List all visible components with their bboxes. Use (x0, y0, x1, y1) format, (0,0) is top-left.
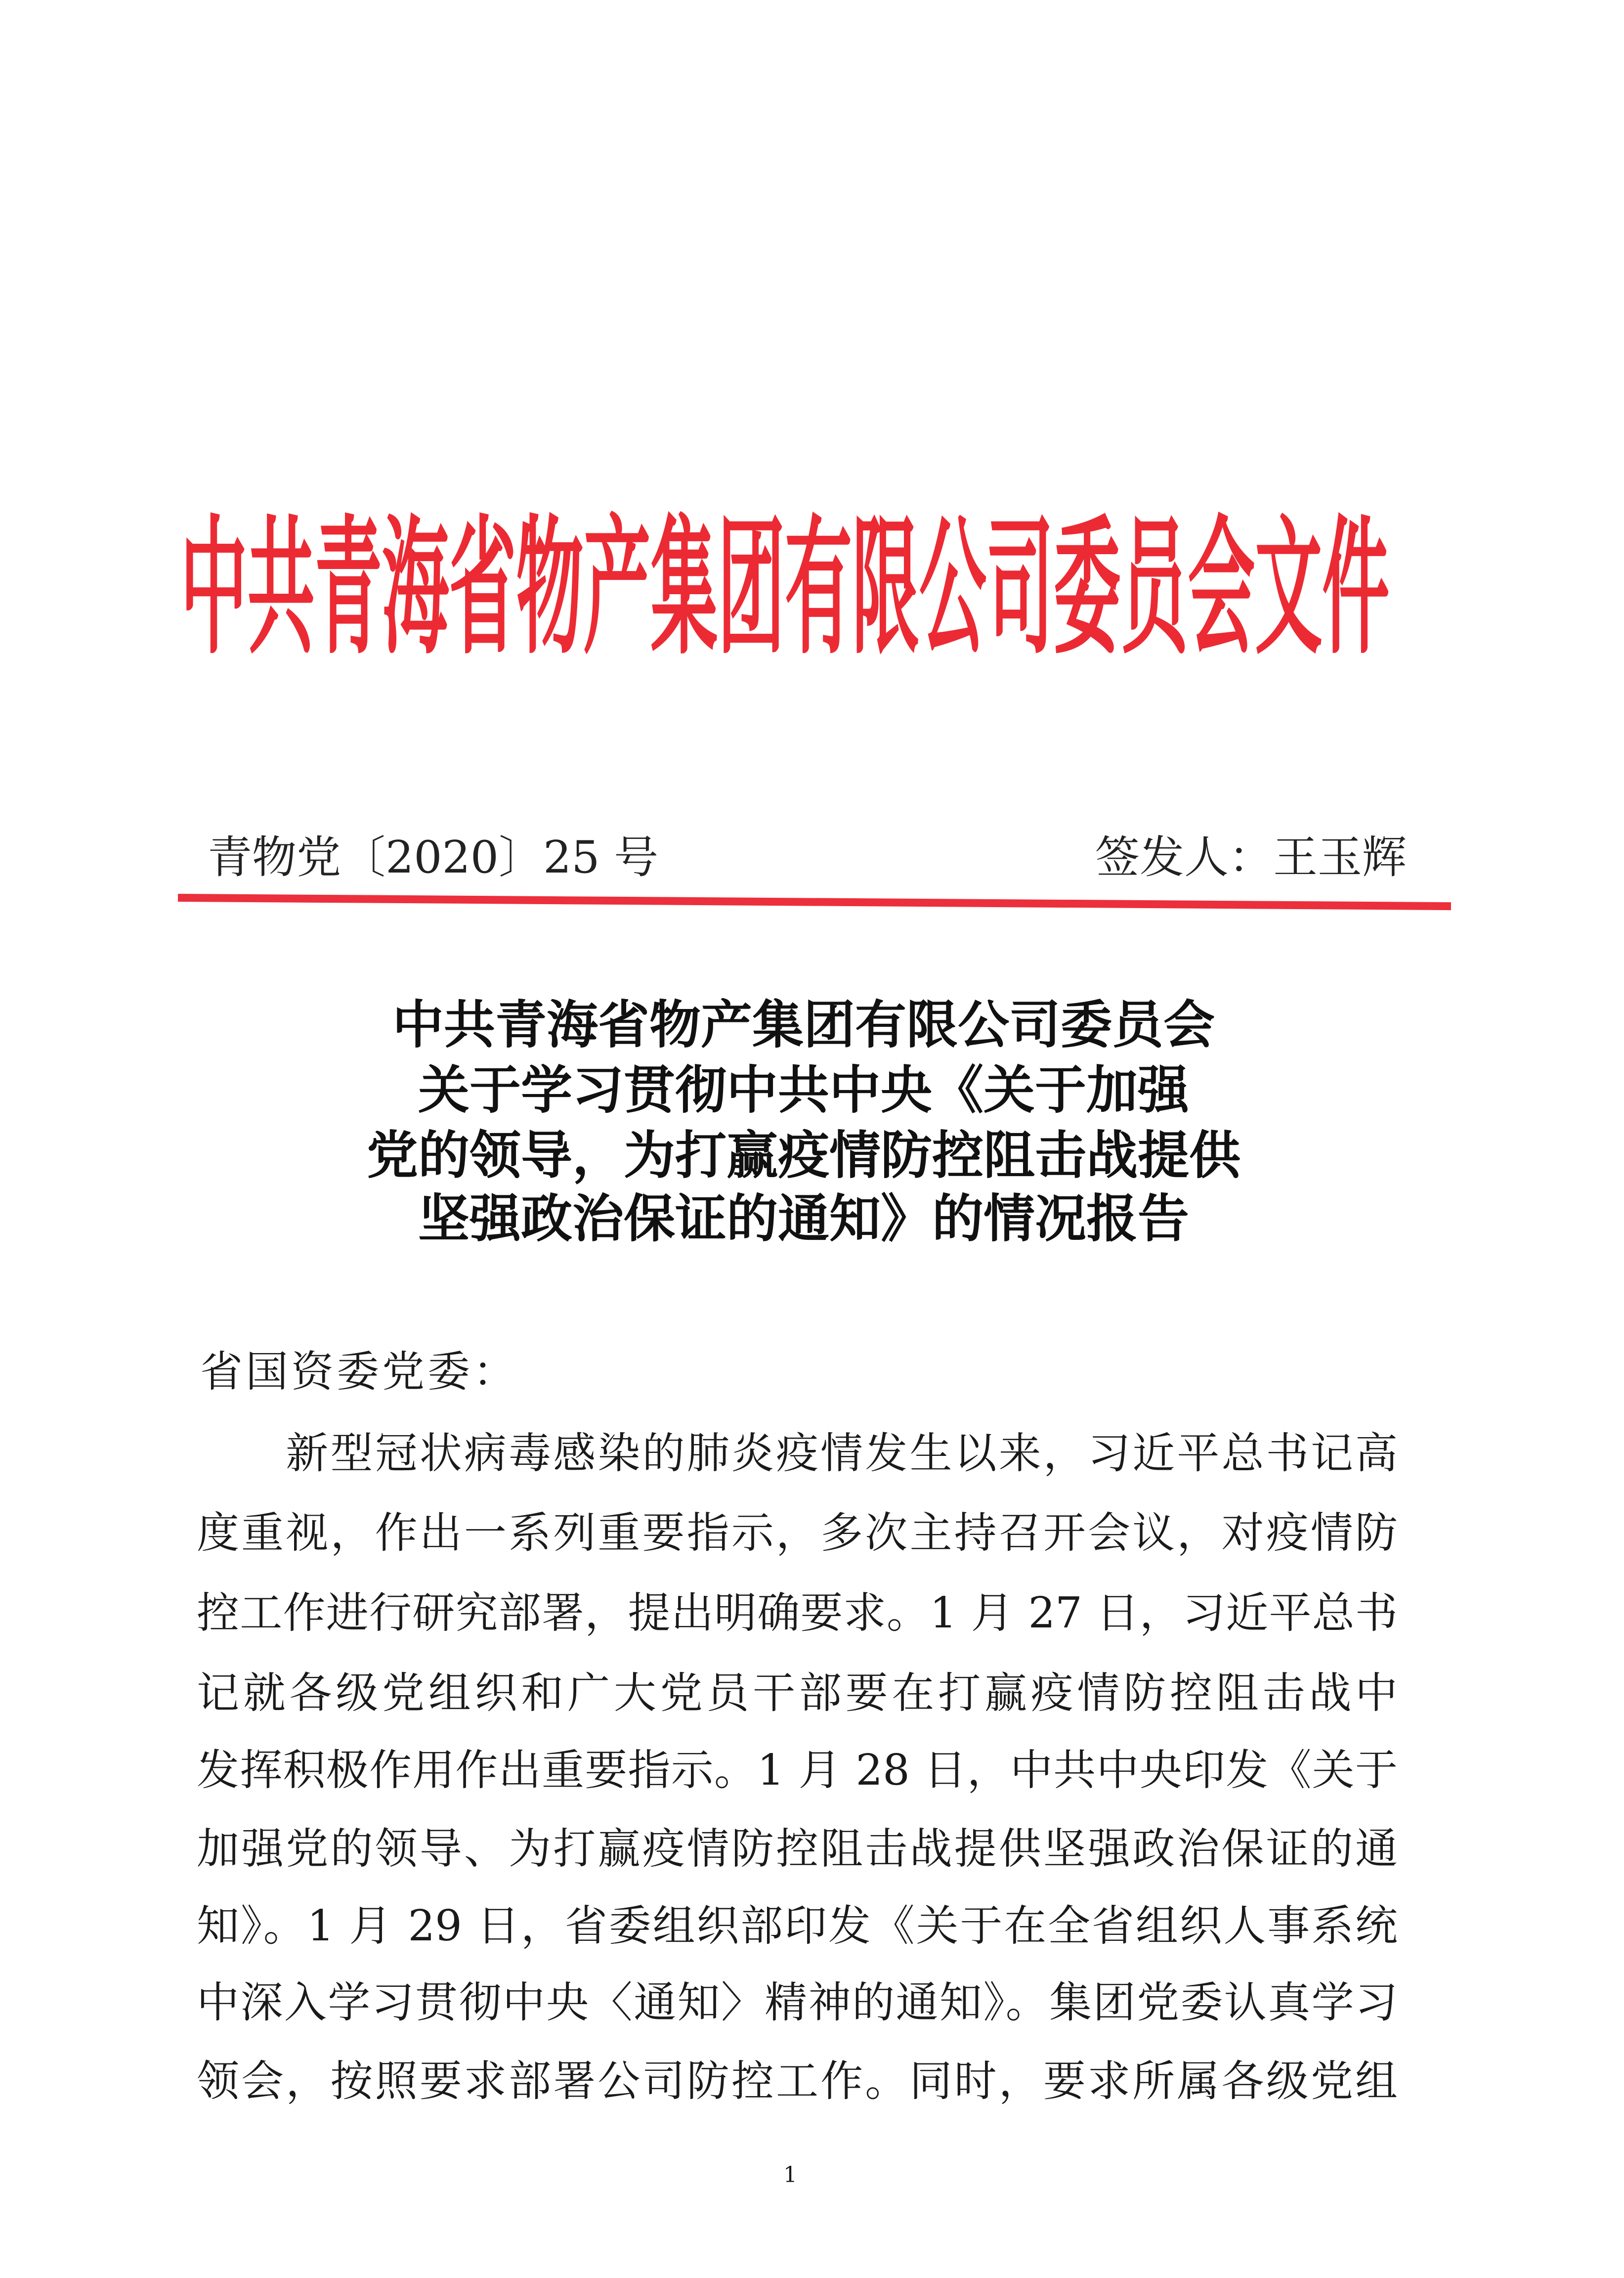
issuer-header-text: 中共青海省物产集团有限公司委员会文件 (180, 502, 1390, 674)
body-line: 度重视，作出一系列重要指示，多次主持召开会议，对疫情防 (197, 1508, 1398, 1558)
report-title-line-2: 关于学习贯彻中共中央《关于加强 (418, 1060, 1189, 1120)
body-line: 加强党的领导、为打赢疫情防控阻击战提供坚强政治保证的通 (197, 1824, 1398, 1874)
red-divider (178, 894, 1451, 910)
body-line: 中深入学习贯彻中央〈通知〉精神的通知》。集团党委认真学习 (197, 1978, 1398, 2027)
report-title-line-3: 党的领导，为打赢疫情防控阻击战提供 (366, 1125, 1240, 1185)
body-line: 知》。1 月 29 日，省委组织部印发《关于在全省组织人事系统 (197, 1901, 1398, 1951)
body-line: 控工作进行研究部署，提出明确要求。1 月 27 日，习近平总书 (197, 1588, 1398, 1638)
salutation: 省国资委党委： (200, 1347, 518, 1397)
issuer-header (180, 499, 1460, 677)
body-line: 发挥积极作用作出重要指示。1 月 28 日，中共中央印发《关于 (197, 1746, 1398, 1795)
report-title-line-4: 坚强政治保证的通知》的情况报告 (418, 1188, 1189, 1249)
body-line: 领会，按照要求部署公司防控工作。同时，要求所属各级党组 (197, 2057, 1398, 2106)
body-line: 记就各级党组织和广大党员干部要在打赢疫情防控阻击战中 (197, 1668, 1398, 1718)
page-number: 1 (783, 2162, 797, 2188)
signer: 签发人：王玉辉 (1095, 832, 1407, 883)
document-number: 青物党〔2020〕25 号 (208, 832, 659, 883)
report-title-line-1: 中共青海省物产集团有限公司委员会 (392, 995, 1215, 1055)
body-line: 新型冠状病毒感染的肺炎疫情发生以来，习近平总书记高 (197, 1429, 1398, 1478)
